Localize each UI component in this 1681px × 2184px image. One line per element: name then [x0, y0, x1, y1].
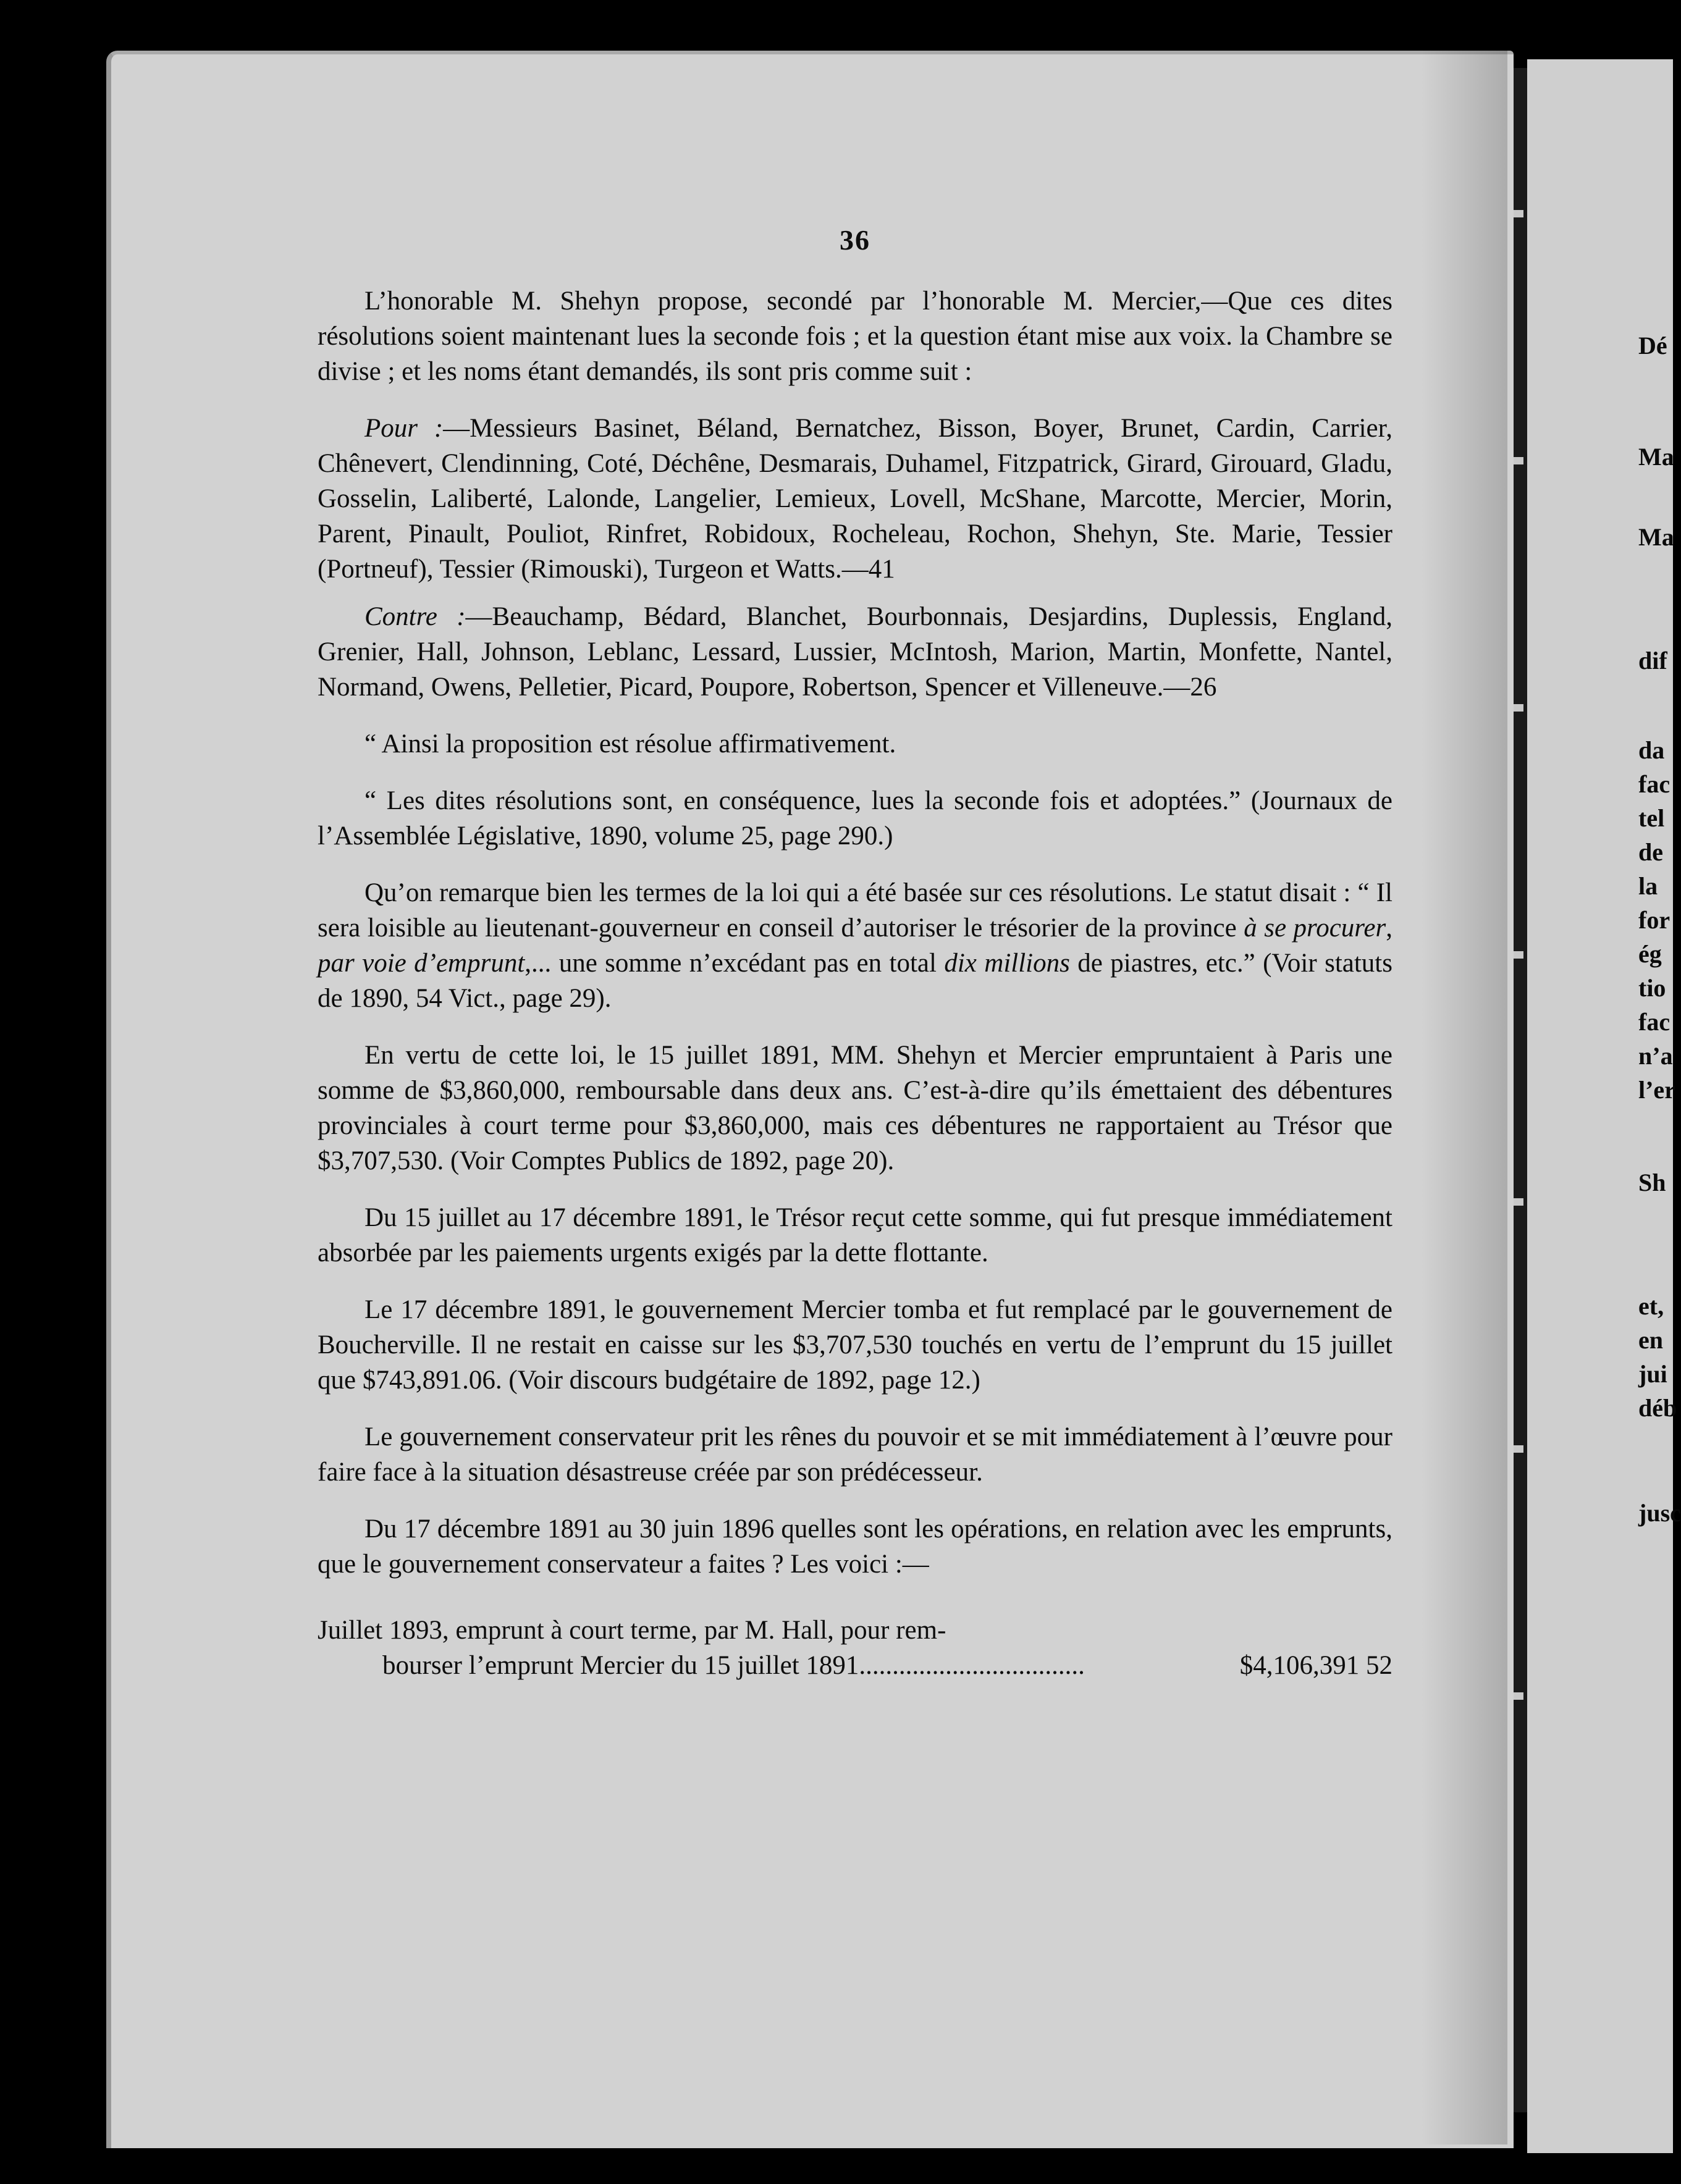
facing-page-fragment: tel: [1638, 804, 1665, 832]
facing-page-fragment: Sh: [1638, 1169, 1666, 1196]
adoption-paragraph: “ Les dites résolutions sont, en conséquence, lues la seconde fois et adoptées.” (Journaux de l’Assemblée Législative, 1890, volume 25, page 290.): [318, 786, 1392, 850]
debt-item: [318, 1613, 1392, 1683]
loan-paragraph: En vertu de cette loi, le 15 juillet 1891, MM. Shehyn et Mercier empruntaient à Paris une somme de $3,860,000, remboursable dans deux ans. C’est-à-dire qu’ils émettaient des débentures provinciales à court terme pour $3,860,000, mais ces débentures ne rapportaient au Trésor que $3,707,530. (Voir Comptes Publics de 1892, page 20).: [318, 1041, 1392, 1175]
binding-stitch: [1512, 1198, 1523, 1206]
facing-page-fragment: da: [1638, 736, 1665, 764]
facing-page-fragment: déb: [1638, 1394, 1677, 1422]
statute-paragraph: [318, 875, 1392, 1016]
statute-emphasis: dix millions: [944, 949, 1070, 978]
page-curl-shadow: [1421, 51, 1507, 2144]
treasury-paragraph: Du 15 juillet au 17 décembre 1891, le Trésor reçut cette somme, qui fut presque immédiatement absorbée par les paiements urgents exigés par la dette flottante.: [318, 1203, 1392, 1267]
facing-page-fragment: for: [1638, 906, 1670, 934]
statute-text-d: de piastres, etc.” (Voir statuts de 1890, 54 Vict., page 29).: [318, 949, 1392, 1013]
facing-page-fragment: en: [1638, 1326, 1663, 1354]
facing-page: [1527, 59, 1681, 2153]
facing-page-fragment: dif: [1638, 647, 1667, 674]
facing-page-fragment: l’er: [1638, 1076, 1675, 1104]
government-change-paragraph: Le 17 décembre 1891, le gouvernement Mercier tomba et fut remplacé par le gouvernement de Boucherville. Il ne restait en caisse sur les $3,707,530 touchés en vertu de l’emprunt du 15 juillet que $743,891.06. (Voir discours budgétaire de 1892, page 12.): [318, 1295, 1392, 1395]
facing-page-fragment: Dé: [1638, 332, 1667, 359]
binding-stitch: [1512, 210, 1523, 217]
votes-for-paragraph: [318, 411, 1392, 587]
votes-against-names: —Beauchamp, Bédard, Blanchet, Bourbonnais, Desjardins, Duplessis, England, Grenier, Hall, Johnson, Leblanc, Lessard, Lussier, McIntosh, Marion, Martin, Monfette, Nantel, Normand, Owens, Pelletier, Picard, Poupore, Robertson, Spencer et Villeneuve.—26: [318, 602, 1392, 702]
votes-against-label: Contre :: [364, 602, 466, 631]
facing-page-fragment: et,: [1638, 1292, 1664, 1320]
resolution-paragraph: “ Ainsi la proposition est résolue affirmativement.: [364, 729, 896, 758]
motion-paragraph: L’honorable M. Shehyn propose, secondé par l’honorable M. Mercier,—Que ces dites résolutions soient maintenant lues la seconde fois ; et la question étant mise aux voix. la Chambre se divise ; et les noms étant demandés, ils sont pris comme suit :: [318, 287, 1392, 386]
debt-item-description: bourser l’emprunt Mercier du 15 juillet 1891: [382, 1651, 859, 1680]
statute-text-c: ,... une somme n’excédant pas en total: [525, 949, 945, 978]
operations-intro-paragraph: Du 17 décembre 1891 au 30 juin 1896 quelles sont les opérations, en relation avec les emprunts, que le gouvernement conservateur a faites ? Les voici :—: [318, 1514, 1392, 1579]
binding-stitch: [1512, 457, 1523, 464]
dot-leader: ..................................: [859, 1651, 1085, 1680]
binding-stitch: [1512, 951, 1523, 959]
page-number: 36: [840, 224, 870, 256]
facing-page-fragment: Ma: [1638, 523, 1674, 551]
facing-page-fragment: jusc: [1638, 1499, 1681, 1527]
binding-stitch: [1512, 1445, 1523, 1453]
votes-for-names: —Messieurs Basinet, Béland, Bernatchez, Bisson, Boyer, Brunet, Cardin, Carrier, Chênevert, Clendinning, Coté, Déchêne, Desmarais, Duhamel, Fitzpatrick, Girard, Girouard, Gladu, Gosselin, Laliberté, Lalonde, Langelier, Lemieux, Lovell, McShane, Marcotte, Mercier, Morin, Parent, Pinault, Pouliot, Rinfret, Robidoux, Rocheleau, Rochon, Shehyn, Ste. Marie, Tessier (Portneuf), Tessier (Rimouski), Turgeon et Watts.—41: [318, 414, 1392, 584]
facing-page-fragment: fac: [1638, 770, 1670, 798]
votes-for-label: Pour :: [364, 414, 444, 443]
facing-page-fragment: Ma: [1638, 443, 1674, 471]
debt-item-line1: Juillet 1893, emprunt à court terme, par M. Hall, pour rem-: [318, 1616, 946, 1645]
debt-item-line2: [318, 1648, 1392, 1683]
binding-stitch: [1512, 704, 1523, 712]
facing-page-fragment: n’a: [1638, 1042, 1673, 1070]
statute-emphasis: par voie d’emprunt: [318, 949, 525, 978]
facing-page-fragment: la: [1638, 872, 1658, 900]
statute-emphasis: à se procurer: [1244, 914, 1386, 943]
debt-item-amount: $4,106,391 52: [1239, 1651, 1392, 1680]
binding-stitch: [1512, 1692, 1523, 1700]
statute-text-a: Qu’on remarque bien les termes de la loi qui a été basée sur ces résolutions. Le statut disait : “ Il sera loisible au lieutenant-gouverneur en conseil d’autoriser le trésorier de la province: [318, 878, 1392, 943]
statute-text-b: ,: [1386, 914, 1392, 943]
facing-page-fragment: jui: [1638, 1360, 1667, 1388]
page-content: [318, 222, 1392, 1683]
facing-page-fragment: fac: [1638, 1008, 1670, 1036]
facing-page-fragment: ég: [1638, 940, 1662, 968]
facing-page-fragment: tio: [1638, 974, 1666, 1002]
facing-page-fragment: de: [1638, 838, 1663, 866]
votes-against-paragraph: [318, 599, 1392, 705]
conservative-government-paragraph: Le gouvernement conservateur prit les rênes du pouvoir et se mit immédiatement à l’œuvre pour faire face à la situation désastreuse créée par son prédécesseur.: [318, 1422, 1392, 1487]
